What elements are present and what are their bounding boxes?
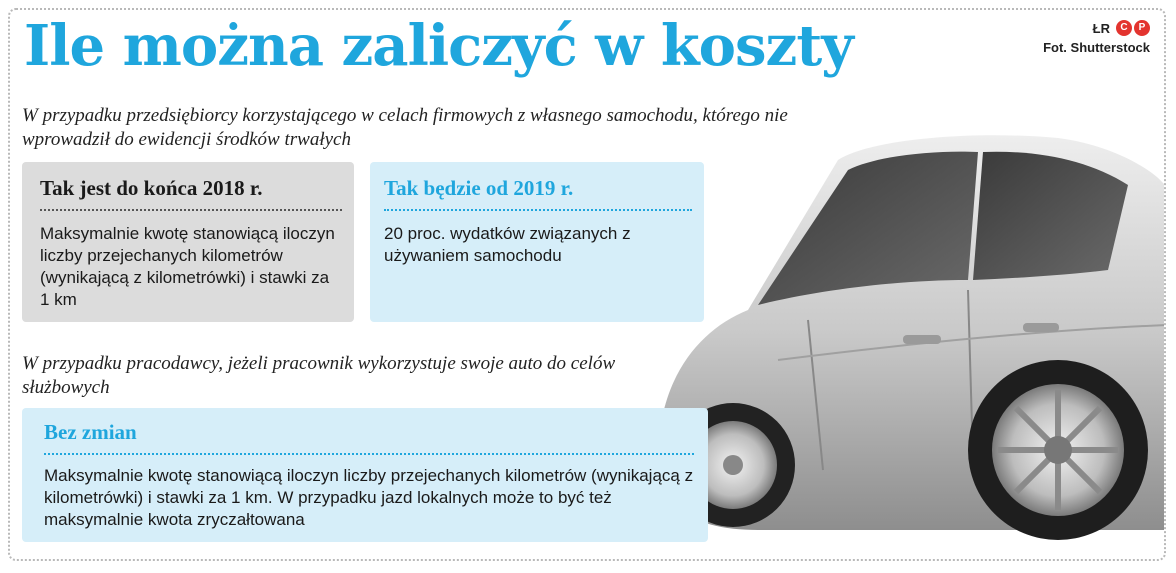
box-until-2018-text: Maksymalnie kwotę stanowiącą iloczyn liczby przejechanych kilometrów (wynikającą z kilometrówki) i stawki za 1 km: [40, 224, 335, 309]
box-from-2019-text: 20 proc. wydatków związanych z używaniem samochodu: [384, 224, 631, 265]
box-no-change-text: Maksymalnie kwotę stanowiącą iloczyn liczby przejechanych kilometrów (wynikającą z kilometrówki) i stawki za 1 km. W przypadku jazd lokalnych może to być też maksymalnie kwota zryczałtowana: [44, 466, 694, 529]
silver-car-photo: [638, 130, 1166, 550]
credits: [1043, 20, 1150, 55]
intro-entrepreneur: W przypadku przedsiębiorcy korzystającego w celach firmowych z własnego samochodu, którego nie wprowadził do ewidencji środków trwałych: [22, 105, 788, 150]
box-no-change: [22, 408, 708, 542]
photo-credit: Fot. Shutterstock: [1043, 40, 1150, 55]
box-from-2019: [370, 162, 704, 322]
cp-logo-icon: C P: [1116, 20, 1150, 36]
page-title: Ile można zaliczyć w koszty: [24, 13, 853, 79]
box-no-change-title: Bez zmian: [44, 420, 694, 455]
author-initials: ŁR: [1092, 20, 1110, 36]
box-until-2018-title: Tak jest do końca 2018 r.: [40, 176, 342, 211]
box-until-2018: [22, 162, 354, 322]
intro-employer: W przypadku pracodawcy, jeżeli pracownik wykorzystuje swoje auto do celów służbowych: [22, 353, 616, 398]
infographic-frame: [8, 8, 1166, 561]
box-from-2019-title: Tak będzie od 2019 r.: [384, 176, 692, 211]
